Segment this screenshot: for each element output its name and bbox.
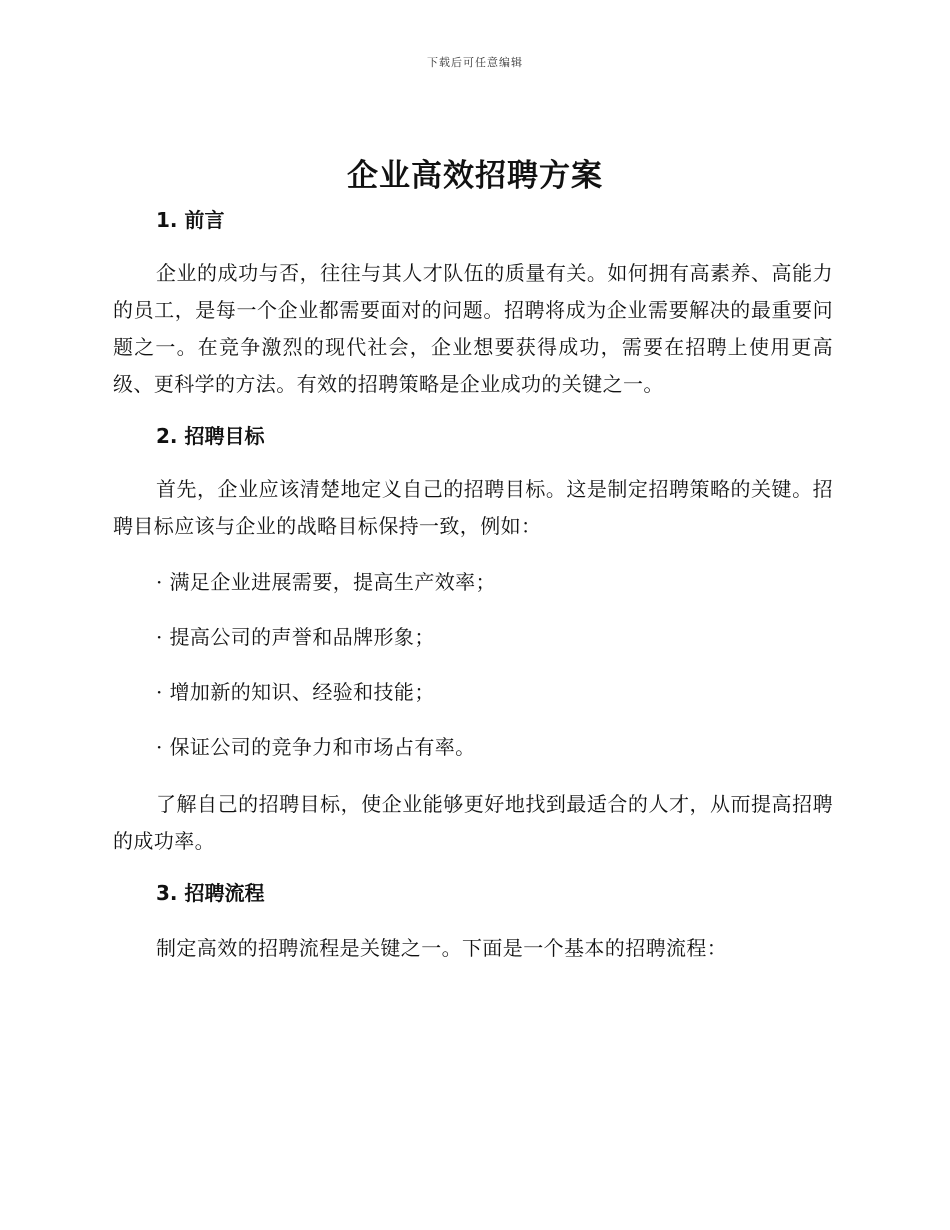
paragraph-recruitment-goals: 首先，企业应该清楚地定义自己的招聘目标。这是制定招聘策略的关键。招聘目标应该与企业的战略目标保持一致，例如： bbox=[113, 477, 833, 538]
document-title: 企业高效招聘方案 bbox=[347, 158, 603, 194]
list-item: · 保证公司的竞争力和市场占有率。 bbox=[156, 735, 476, 759]
paragraph-goals-closing: 了解自己的招聘目标，使企业能够更好地找到最适合的人才，从而提高招聘的成功率。 bbox=[113, 792, 833, 853]
list-item: · 满足企业进展需要，提高生产效率； bbox=[156, 570, 496, 594]
header-note: 下载后可任意编辑 bbox=[427, 56, 523, 69]
list-item: · 提高公司的声誉和品牌形象； bbox=[156, 625, 435, 649]
goals-list bbox=[113, 567, 833, 762]
section-heading-recruitment-process: 3. 招聘流程 bbox=[156, 881, 265, 905]
list-item: · 增加新的知识、经验和技能； bbox=[156, 680, 435, 704]
paragraph-preface: 企业的成功与否，往往与其人才队伍的质量有关。如何拥有高素养、高能力的员工，是每一个企业都需要面对的问题。招聘将成为企业需要解决的最重要问题之一。在竞争激烈的现代社会，企业想要获得成功，需要在招聘上使用更高级、更科学的方法。有效的招聘策略是企业成功的关键之一。 bbox=[113, 261, 833, 396]
document-body bbox=[113, 205, 833, 967]
section-heading-preface: 1. 前言 bbox=[156, 208, 225, 232]
section-heading-recruitment-goals: 2. 招聘目标 bbox=[156, 424, 265, 448]
paragraph-recruitment-process: 制定高效的招聘流程是关键之一。下面是一个基本的招聘流程： bbox=[156, 936, 728, 960]
